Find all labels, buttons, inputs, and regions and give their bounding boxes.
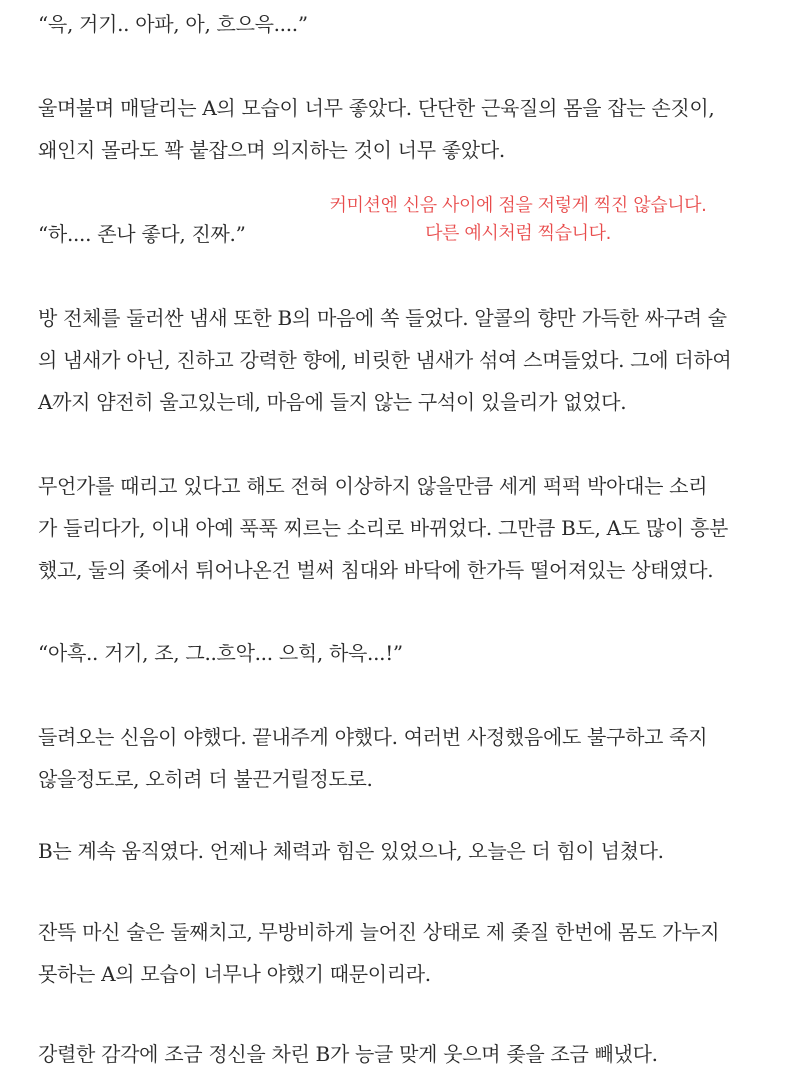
- text-line: 울며불며 매달리는 A의 모습이 너무 좋았다. 단단한 근육질의 몸을 잡는 손짓이,: [38, 96, 715, 120]
- narration-paragraph: [38, 87, 768, 171]
- narration-paragraph: [38, 1033, 768, 1075]
- narration-paragraph: [38, 465, 768, 591]
- text-line: B는 계속 움직였다. 언제나 체력과 힘은 있었으나, 오늘은 더 힘이 넘쳤다.: [38, 839, 664, 863]
- text-line: 못하는 A의 모습이 너무나 야했기 때문이리라.: [38, 962, 431, 986]
- text-line: 무언가를 때리고 있다고 해도 전혀 이상하지 않을만큼 세게 퍽퍽 박아대는 소리: [38, 474, 708, 498]
- annotation-line: 다른 예시처럼 찍습니다.: [425, 223, 611, 244]
- text-line: A까지 얌전히 울고있는데, 마음에 들지 않는 구석이 있을리가 없었다.: [38, 390, 627, 414]
- narration-paragraph: [38, 716, 768, 800]
- text-line: “아흑.. 거기, 조, 그..흐악... 으힉, 하윽...!”: [38, 641, 403, 665]
- text-line: 의 냄새가 아닌, 진하고 강력한 향에, 비릿한 냄새가 섞여 스며들었다. 그에 더하여: [38, 348, 732, 372]
- text-line: 했고, 둘의 좆에서 튀어나온건 벌써 침대와 바닥에 한가득 떨어져있는 상태였다.: [38, 558, 714, 582]
- text-line: “하.... 존나 좋다, 진짜.”: [38, 222, 246, 246]
- text-line: 왜인지 몰라도 꽉 붙잡으며 의지하는 것이 너무 좋았다.: [38, 138, 505, 162]
- text-line: 않을정도로, 오히려 더 불끈거릴정도로.: [38, 767, 373, 791]
- dialogue-paragraph: [38, 3, 768, 45]
- text-line: 가 들리다가, 이내 아예 푹푹 찌르는 소리로 바뀌었다. 그만큼 B도, A도 많이 흥분: [38, 516, 729, 540]
- narration-paragraph: [38, 297, 768, 423]
- annotation-line: 커미션엔 신음 사이에 점을 저렇게 찍진 않습니다.: [329, 195, 707, 216]
- text-line: 들려오는 신음이 야했다. 끝내주게 야했다. 여러번 사정했음에도 불구하고 죽지: [38, 725, 708, 749]
- text-line: “윽, 거기.. 아파, 아, 흐으윽....”: [38, 12, 308, 36]
- text-line: 잔뜩 마신 술은 둘째치고, 무방비하게 늘어진 상태로 제 좆질 한번에 몸도 가누지: [38, 920, 720, 944]
- narration-paragraph: [38, 830, 768, 872]
- text-line: 강렬한 감각에 조금 정신을 차린 B가 능글 맞게 웃으며 좆을 조금 빼냈다.: [38, 1042, 658, 1066]
- narration-paragraph: [38, 911, 768, 995]
- text-line: 방 전체를 둘러싼 냄새 또한 B의 마음에 쏙 들었다. 알콜의 향만 가득한 싸구려 술: [38, 306, 727, 330]
- red-annotation-note: [298, 192, 738, 248]
- dialogue-paragraph: [38, 632, 768, 674]
